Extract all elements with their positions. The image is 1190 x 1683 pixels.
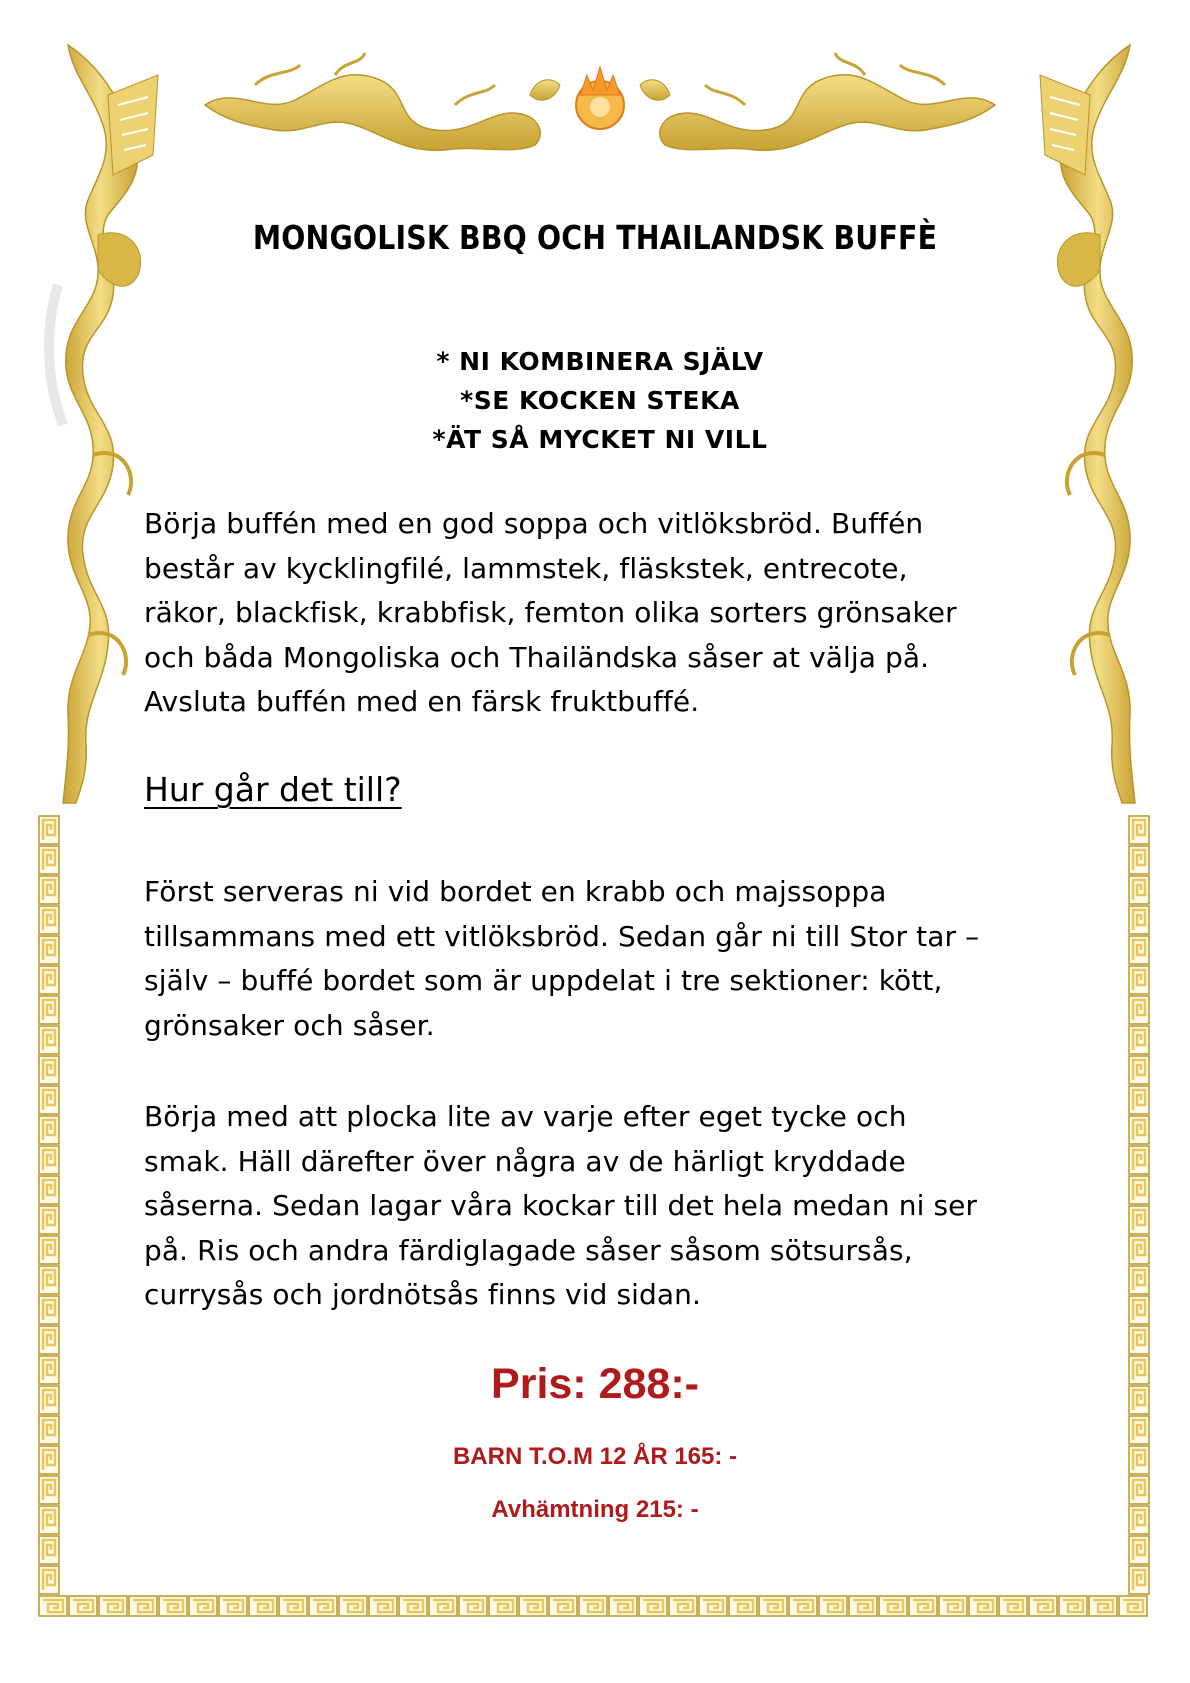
greek-key-border — [1128, 815, 1150, 1595]
greek-key-tile — [878, 1595, 908, 1617]
feature-item: *SE KOCKEN STEKA — [460, 386, 740, 415]
text-line: Börja buffén med en god soppa och vitlöksbröd. Buffén — [144, 507, 924, 540]
greek-key-tile — [1128, 965, 1150, 995]
greek-key-tile — [1128, 1025, 1150, 1055]
greek-key-tile — [218, 1595, 248, 1617]
greek-key-tile — [1128, 1235, 1150, 1265]
greek-key-tile — [38, 1235, 60, 1265]
how-paragraph-2 — [144, 1095, 1084, 1318]
greek-key-tile — [38, 1175, 60, 1205]
greek-key-tile — [1128, 1115, 1150, 1145]
feature-item: *ÄT SÅ MYCKET NI VILL — [432, 425, 768, 454]
greek-key-tile — [38, 815, 60, 845]
greek-key-tile — [458, 1595, 488, 1617]
greek-key-tile — [38, 1535, 60, 1565]
greek-key-tile — [758, 1595, 788, 1617]
greek-key-tile — [608, 1595, 638, 1617]
greek-key-tile — [1128, 1415, 1150, 1445]
price: Pris: 288:- — [491, 1360, 699, 1408]
text-line: grönsaker och såser. — [144, 1008, 435, 1042]
takeaway-price: Avhämtning 215: - — [491, 1496, 699, 1523]
intro-paragraph — [144, 502, 1084, 725]
greek-key-tile — [38, 845, 60, 875]
greek-key-tile — [1128, 845, 1150, 875]
greek-key-tile — [698, 1595, 728, 1617]
greek-key-tile — [278, 1595, 308, 1617]
greek-key-tile — [368, 1595, 398, 1617]
dragon-pair-with-pearl-icon — [195, 45, 1005, 155]
greek-key-tile — [1128, 905, 1150, 935]
how-paragraph-1 — [144, 870, 1084, 1048]
child-price: BARN T.O.M 12 ÅR 165: - — [452, 1443, 738, 1470]
text-line: tillsammans med ett vitlöksbröd. Sedan går ni till Stor tar – — [144, 919, 980, 953]
text-line: på. Ris och andra färdiglagade såser såsom sötsursås, — [144, 1233, 913, 1267]
greek-key-tile — [38, 1295, 60, 1325]
greek-key-tile — [428, 1595, 458, 1617]
text-line: räkor, blackfisk, krabbfisk, femton olika sorters grönsaker — [144, 596, 957, 629]
greek-key-tile — [848, 1595, 878, 1617]
greek-key-border — [38, 815, 60, 1595]
greek-key-tile — [38, 875, 60, 905]
greek-key-border — [38, 1595, 1148, 1617]
feature-item: * NI KOMBINERA SJÄLV — [436, 347, 764, 376]
text-line: såserna. Sedan lagar våra kockar till det hela medan ni ser — [144, 1189, 978, 1222]
greek-key-tile — [338, 1595, 368, 1617]
text-line: Avsluta buffén med en färsk fruktbuffé. — [144, 685, 700, 718]
greek-key-tile — [488, 1595, 518, 1617]
features-list — [0, 342, 1190, 459]
text-line: smak. Häll därefter över några av de härligt kryddade — [144, 1144, 906, 1178]
greek-key-tile — [1128, 1565, 1150, 1595]
greek-key-tile — [68, 1595, 98, 1617]
greek-key-tile — [1128, 1265, 1150, 1295]
greek-key-tile — [1128, 875, 1150, 905]
greek-key-tile — [1128, 1055, 1150, 1085]
greek-key-tile — [788, 1595, 818, 1617]
greek-key-tile — [38, 1085, 60, 1115]
greek-key-tile — [1058, 1595, 1088, 1617]
greek-key-tile — [38, 1265, 60, 1295]
greek-key-tile — [38, 1145, 60, 1175]
greek-key-tile — [1128, 1535, 1150, 1565]
greek-key-tile — [968, 1595, 998, 1617]
greek-key-tile — [38, 905, 60, 935]
greek-key-tile — [1118, 1595, 1148, 1617]
greek-key-tile — [308, 1595, 338, 1617]
greek-key-tile — [548, 1595, 578, 1617]
greek-key-tile — [728, 1595, 758, 1617]
greek-key-tile — [38, 1055, 60, 1085]
greek-key-tile — [1128, 815, 1150, 845]
text-line: själv – buffé bordet som är uppdelat i tre sektioner: kött, — [144, 964, 943, 997]
greek-key-tile — [1128, 1325, 1150, 1355]
greek-key-tile — [1128, 935, 1150, 965]
text-line: och båda Mongoliska och Thailändska såser at välja på. — [144, 640, 930, 674]
text-line: Först serveras ni vid bordet en krabb och majssoppa — [144, 875, 887, 908]
greek-key-tile — [1128, 1085, 1150, 1115]
greek-key-tile — [938, 1595, 968, 1617]
greek-key-tile — [38, 1595, 68, 1617]
greek-key-tile — [668, 1595, 698, 1617]
greek-key-tile — [1128, 1205, 1150, 1235]
greek-key-tile — [908, 1595, 938, 1617]
greek-key-tile — [518, 1595, 548, 1617]
greek-key-tile — [38, 1325, 60, 1355]
greek-key-tile — [638, 1595, 668, 1617]
greek-key-tile — [158, 1595, 188, 1617]
greek-key-tile — [38, 1115, 60, 1145]
greek-key-tile — [188, 1595, 218, 1617]
text-line: currysås och jordnötsås finns vid sidan. — [144, 1278, 702, 1311]
menu-title: MONGOLISK BBQ OCH THAILANDSK BUFFÈ — [252, 218, 938, 257]
greek-key-tile — [398, 1595, 428, 1617]
how-heading: Hur går det till? — [144, 770, 402, 809]
greek-key-tile — [1128, 995, 1150, 1025]
greek-key-tile — [1128, 1145, 1150, 1175]
greek-key-tile — [1088, 1595, 1118, 1617]
greek-key-tile — [818, 1595, 848, 1617]
greek-key-tile — [998, 1595, 1028, 1617]
greek-key-tile — [578, 1595, 608, 1617]
greek-key-tile — [38, 935, 60, 965]
greek-key-tile — [1028, 1595, 1058, 1617]
text-line: består av kycklingfilé, lammstek, fläskstek, entrecote, — [144, 551, 908, 585]
greek-key-tile — [38, 1205, 60, 1235]
greek-key-tile — [38, 995, 60, 1025]
greek-key-tile — [128, 1595, 158, 1617]
greek-key-tile — [1128, 1175, 1150, 1205]
greek-key-tile — [1128, 1295, 1150, 1325]
greek-key-tile — [248, 1595, 278, 1617]
text-line: Börja med att plocka lite av varje efter eget tycke och — [144, 1100, 907, 1133]
greek-key-tile — [98, 1595, 128, 1617]
greek-key-tile — [38, 965, 60, 995]
greek-key-tile — [38, 1415, 60, 1445]
greek-key-tile — [38, 1025, 60, 1055]
greek-key-tile — [38, 1565, 60, 1595]
